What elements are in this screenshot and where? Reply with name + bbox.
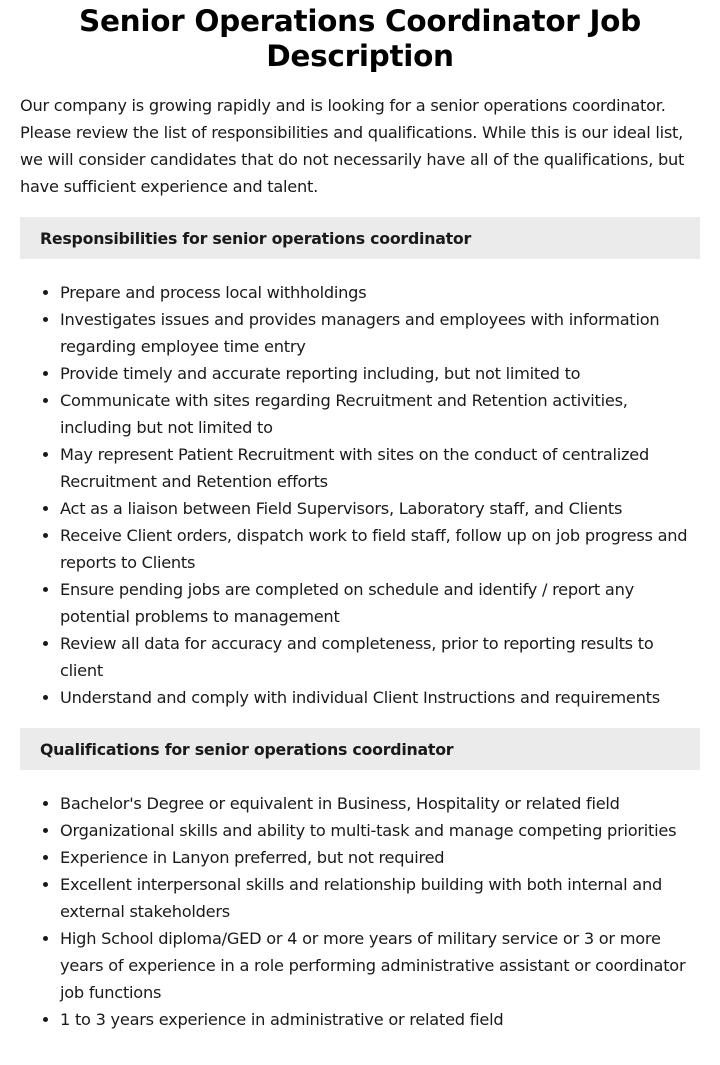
list-item: Understand and comply with individual Client Instructions and requirements: [60, 684, 700, 711]
list-item: Communicate with sites regarding Recruitment and Retention activities, including but not limited to: [60, 387, 700, 441]
list-item: Experience in Lanyon preferred, but not required: [60, 844, 700, 871]
qualifications-list: [20, 790, 700, 1033]
intro-paragraph: Our company is growing rapidly and is looking for a senior operations coordinator. Please review the list of responsibilities and qualifications. While this is our ideal list, we will consider candidates that do not necessarily have all of the qualifications, but have sufficient experience and talent.: [20, 96, 685, 196]
list-item: Organizational skills and ability to multi-task and manage competing priorities: [60, 817, 700, 844]
responsibilities-list: [20, 279, 700, 711]
qualifications-section-header: [20, 728, 700, 770]
list-item: Bachelor's Degree or equivalent in Business, Hospitality or related field: [60, 790, 700, 817]
list-item: 1 to 3 years experience in administrative or related field: [60, 1006, 700, 1033]
list-item: Ensure pending jobs are completed on schedule and identify / report any potential problems to management: [60, 576, 700, 630]
list-item: Excellent interpersonal skills and relationship building with both internal and external stakeholders: [60, 871, 700, 925]
list-item: Prepare and process local withholdings: [60, 279, 700, 306]
list-item: High School diploma/GED or 4 or more years of military service or 3 or more years of experience in a role performing administrative assistant or coordinator job functions: [60, 925, 700, 1006]
responsibilities-heading: Responsibilities for senior operations coordinator: [40, 228, 472, 248]
list-item: Review all data for accuracy and completeness, prior to reporting results to client: [60, 630, 700, 684]
page-title: Senior Operations Coordinator Job Description: [79, 4, 641, 73]
list-item: Investigates issues and provides managers and employees with information regarding employee time entry: [60, 306, 700, 360]
list-item: Act as a liaison between Field Supervisors, Laboratory staff, and Clients: [60, 495, 700, 522]
qualifications-heading: Qualifications for senior operations coordinator: [40, 739, 454, 759]
list-item: Provide timely and accurate reporting including, but not limited to: [60, 360, 700, 387]
list-item: May represent Patient Recruitment with sites on the conduct of centralized Recruitment and Retention efforts: [60, 441, 700, 495]
responsibilities-section-header: [20, 217, 700, 259]
list-item: Receive Client orders, dispatch work to field staff, follow up on job progress and reports to Clients: [60, 522, 700, 576]
